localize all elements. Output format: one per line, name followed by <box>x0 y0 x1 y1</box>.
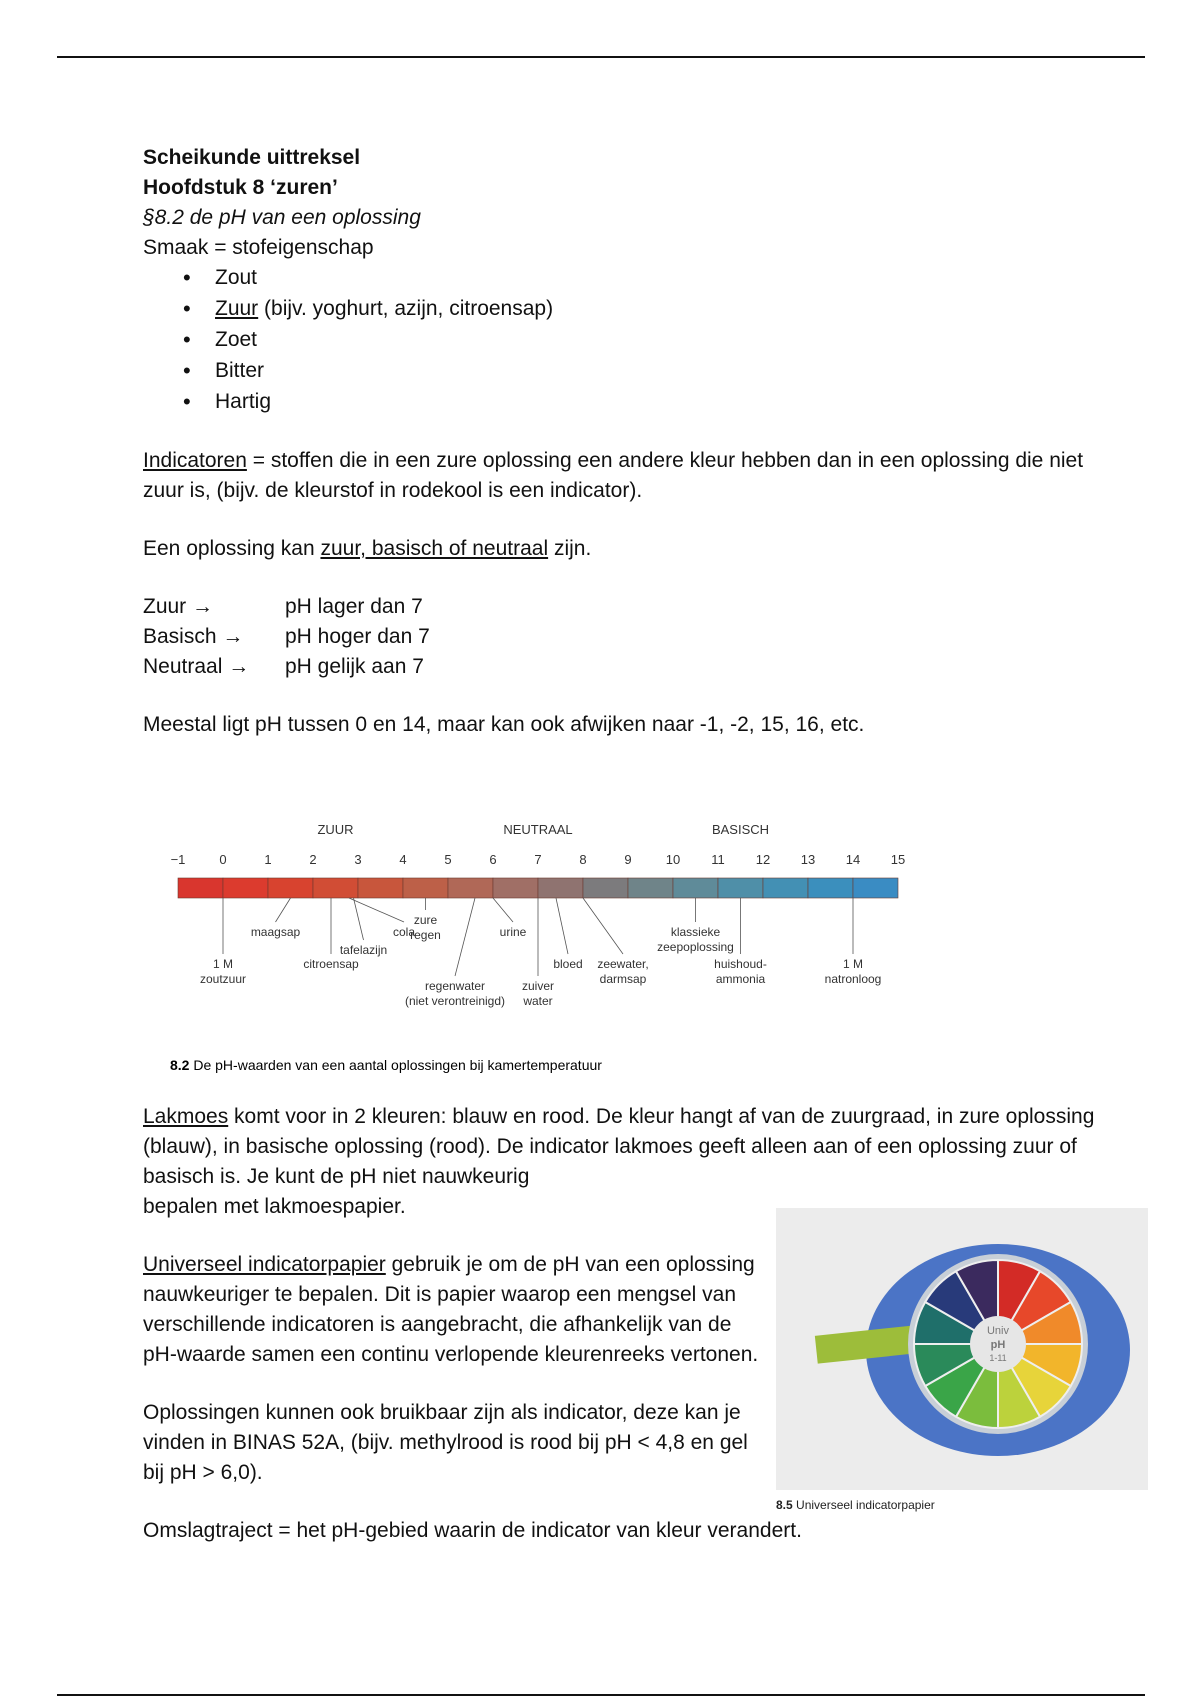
scale-segment <box>583 878 628 898</box>
annotation-label: zeewater, darmsap <box>597 957 649 986</box>
section-title: §8.2 de pH van een oplossing <box>143 206 421 229</box>
tick-label: 11 <box>711 852 725 867</box>
annotation-line <box>556 898 568 954</box>
scale-segment <box>718 878 763 898</box>
figure-caption: 8.2 De pH-waarden van een aantal oplossingen bij kamertemperatuur <box>170 1057 602 1073</box>
document-title: Scheikunde uittreksel <box>143 146 361 169</box>
annotation-label: regenwater (niet verontreinigd) <box>404 979 506 1008</box>
photo-label: pH <box>990 1339 1006 1351</box>
litmus-paragraph-end: bepalen met lakmoespapier. <box>143 1195 406 1218</box>
scale-segment <box>673 878 718 898</box>
annotation-label: huishoud-ammonia <box>714 957 767 986</box>
top-rule <box>57 56 1145 58</box>
annotation-line <box>276 898 291 922</box>
ph-row: Neutraal → pH gelijk aan 7 <box>143 655 424 678</box>
annotation-label: citroensap <box>303 957 359 971</box>
bottom-rule <box>57 1694 1145 1696</box>
annotation-label: zuiver water <box>521 979 555 1008</box>
tick-label: 1 <box>264 852 272 867</box>
photo-label: Univ <box>986 1325 1010 1337</box>
scale-segment <box>538 878 583 898</box>
tick-label: 14 <box>845 852 861 867</box>
indicator-paper-photo <box>776 1208 1148 1490</box>
ph-row: Basisch → pH hoger dan 7 <box>143 625 430 648</box>
group-label: ZUUR <box>317 822 354 837</box>
tick-label: 0 <box>219 852 227 867</box>
scale-segment <box>853 878 898 898</box>
scale-segment <box>493 878 538 898</box>
annotation-line <box>583 898 623 954</box>
annotation-label: cola <box>392 925 416 939</box>
range-note: Meestal ligt pH tussen 0 en 14, maar kan ook afwijken naar -1, -2, 15, 16, etc. <box>143 713 865 736</box>
scale-segment <box>223 878 268 898</box>
scale-segment <box>178 878 223 898</box>
binas-paragraph: Oplossingen kunnen ook bruikbaar zijn als indicator, deze kan je vinden in BINAS 52A, (bijv. methylrood is rood bij pH < 4,8 en gel bij pH > 6,0). <box>143 1401 748 1484</box>
scale-segment <box>268 878 313 898</box>
annotation-label: tafelazijn <box>339 943 388 957</box>
tick-label: 3 <box>354 852 362 867</box>
solution-paragraph: Een oplossing kan zuur, basisch of neutraal zijn. <box>143 537 592 560</box>
taste-intro: Smaak = stofeigenschap <box>143 236 374 259</box>
ph-row: Zuur → pH lager dan 7 <box>143 595 423 618</box>
tick-label: 9 <box>624 852 632 867</box>
annotation-label: klassieke zeepoplossing <box>657 925 734 954</box>
annotation-label: 1 M zoutzuur <box>199 957 247 986</box>
annotation-label: 1 M natronloog <box>824 957 882 986</box>
scale-segment <box>313 878 358 898</box>
list-item: • Bitter <box>215 356 1103 387</box>
indicators-paragraph: Indicatoren = stoffen die in een zure oplossing een andere kleur hebben dan in een oplossing die niet zuur is, (bijv. de kleurstof in rodekool is een indicator). <box>143 449 1084 502</box>
annotation-label: bloed <box>553 957 583 971</box>
annotation-line <box>349 898 404 922</box>
annotation-line <box>455 898 475 976</box>
photo-caption: 8.5 Universeel indicatorpapier <box>776 1498 935 1512</box>
chapter-title: Hoofdstuk 8 ‘zuren’ <box>143 176 338 199</box>
scale-segment <box>763 878 808 898</box>
tick-label: 12 <box>755 852 771 867</box>
ph-scale-figure <box>160 820 920 1080</box>
universal-paragraph: Universeel indicatorpapier gebruik je om de pH van een oplossing nauwkeuriger te bepalen. Dit is papier waarop een mengsel van verschillende indicatoren is aangebracht, die afhankelijk van de pH-waarde samen een continu verlopende kleurenreeks vertonen. <box>143 1253 759 1366</box>
tick-label: 6 <box>489 852 497 867</box>
scale-segment <box>358 878 403 898</box>
annotation-line <box>493 898 513 922</box>
tick-label: 5 <box>444 852 452 867</box>
tick-label: 7 <box>534 852 542 867</box>
photo-label: 1-11 <box>989 1353 1007 1363</box>
scale-segment <box>628 878 673 898</box>
annotation-label: urine <box>499 925 527 939</box>
document-body <box>143 143 1103 740</box>
ph-table <box>143 592 1103 682</box>
list-item: • Zoet <box>215 325 1103 356</box>
tick-label: 2 <box>309 852 317 867</box>
annotation-label: maagsap <box>250 925 301 939</box>
transition-paragraph: Omslagtraject = het pH-gebied waarin de indicator van kleur verandert. <box>143 1519 802 1542</box>
group-label: BASISCH <box>711 822 770 837</box>
annotation-line <box>354 898 364 940</box>
scale-segment <box>403 878 448 898</box>
tick-label: −1 <box>170 852 186 867</box>
tick-label: 4 <box>399 852 407 867</box>
group-label: NEUTRAAL <box>503 822 573 837</box>
annotation-label: zure regen <box>410 913 441 942</box>
list-item: • Zout <box>215 263 1103 294</box>
taste-list <box>143 263 1103 418</box>
tick-label: 8 <box>579 852 587 867</box>
litmus-paragraph: Lakmoes komt voor in 2 kleuren: blauw en rood. De kleur hangt af van de zuurgraad, in zure oplossing (blauw), in basische oplossing (rood). De indicator lakmoes geeft alleen aan of een oplossing zuur of basisch is. Je kunt de pH niet nauwkeurig <box>143 1105 1095 1188</box>
list-item: • Hartig <box>215 387 1103 418</box>
tick-label: 15 <box>890 852 906 867</box>
scale-segment <box>808 878 853 898</box>
list-item: • Zuur (bijv. yoghurt, azijn, citroensap) <box>215 294 1103 325</box>
scale-segment <box>448 878 493 898</box>
tick-label: 10 <box>665 852 681 867</box>
tick-label: 13 <box>800 852 816 867</box>
